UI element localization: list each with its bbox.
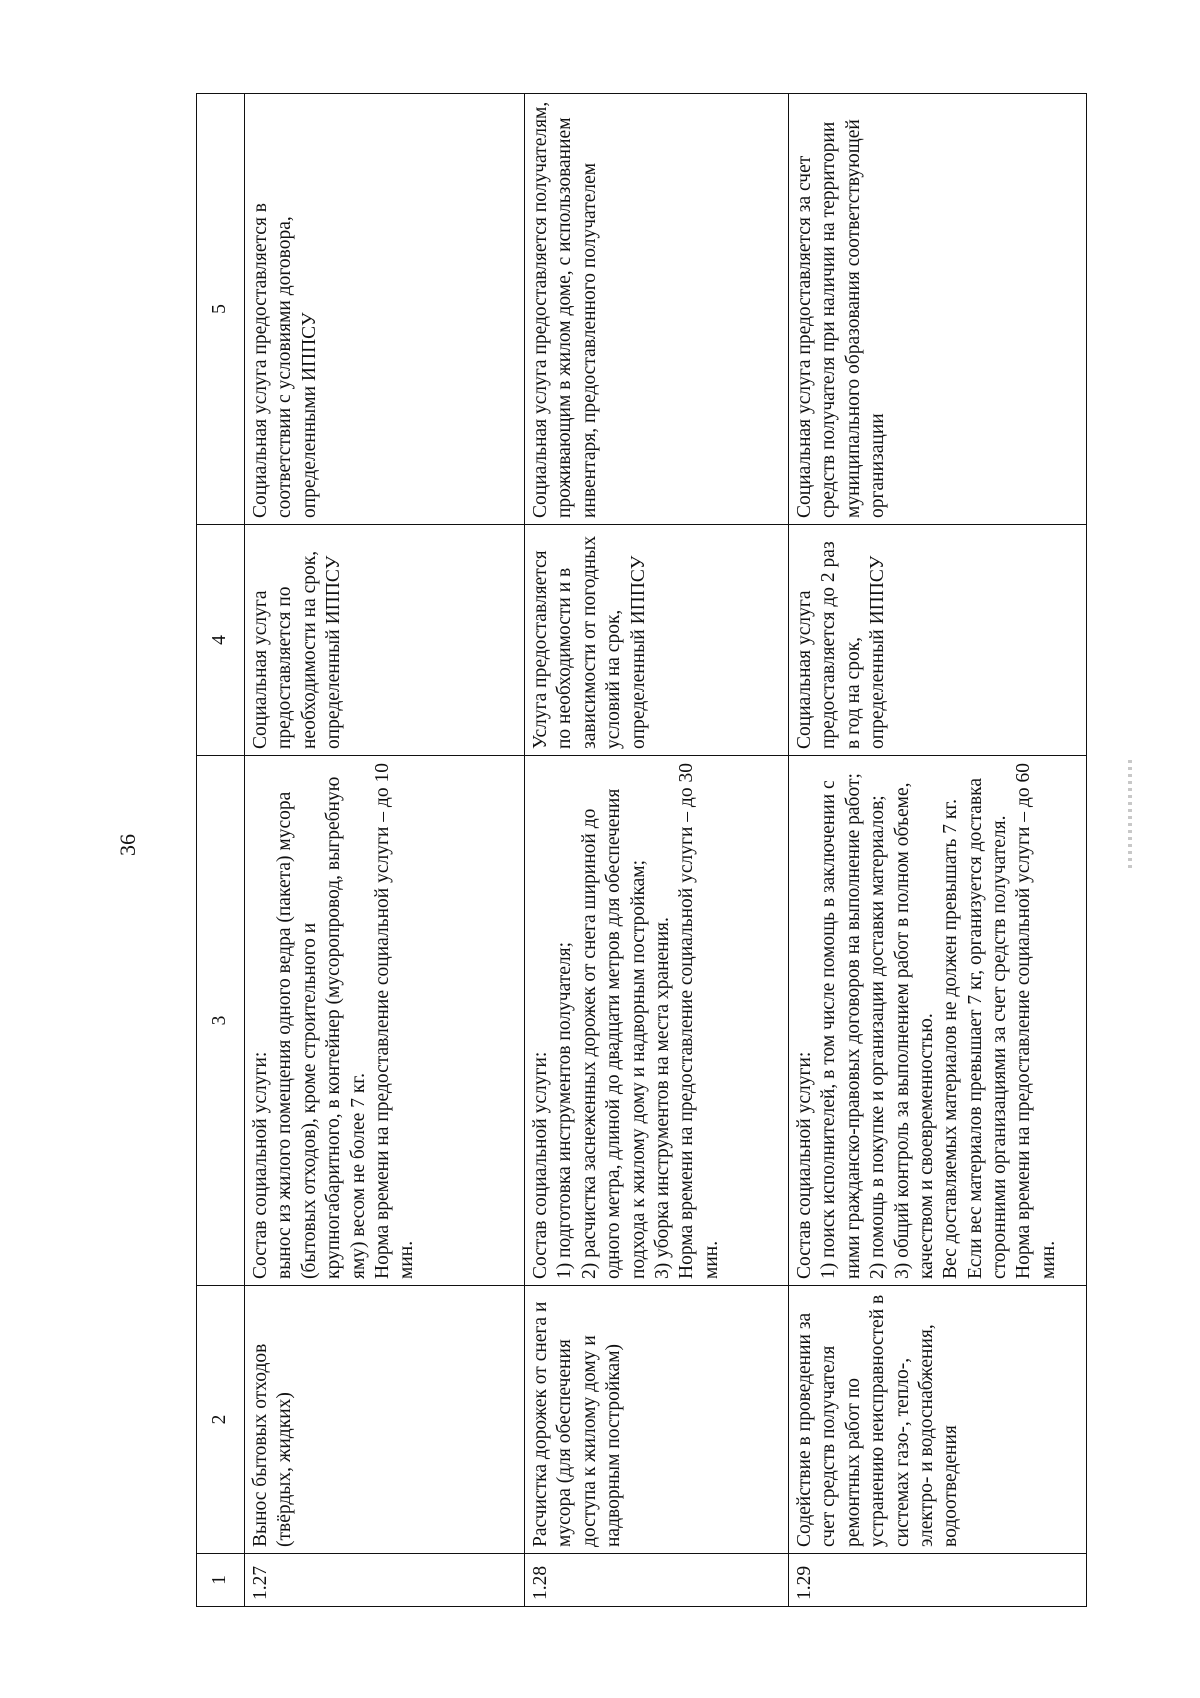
- service-conditions: Социальная услуга предоставляется получателям, проживающим в жилом доме, с использованием инвентаря, предоставленного получателем: [525, 94, 789, 525]
- scan-artifact: [1128, 760, 1132, 870]
- content-line: 1) подготовка инструментов получателя;: [554, 941, 576, 1279]
- content-line: Норма времени на предоставление социальной услуги – до 10 мин.: [371, 763, 418, 1279]
- content-line: 3) уборка инструментов на места хранения.: [651, 917, 673, 1279]
- content-line: 2) расчистка заснеженных дорожек от снега шириной до одного метра, длиной до двадцати метров для обеспечения подхода к жилому дому и надворным постройкам;: [578, 788, 649, 1279]
- service-name: Расчистка дорожек от снега и мусора (для обеспечения доступа к жилому дому и надворным постройкам): [525, 1286, 789, 1554]
- content-line: Если вес материалов превышает 7 кг, организуется доставка сторонними организациями за счет средств получателя.: [964, 778, 1010, 1279]
- content-line: Вес доставляемых материалов не должен превышать 7 кг.: [940, 798, 962, 1279]
- service-period: Социальная услуга предоставляется до 2 раз в год на срок, определенный ИППСУ: [789, 525, 1087, 756]
- service-conditions: Социальная услуга предоставляется в соответствии с условиями договора, определенными ИППСУ: [245, 94, 525, 525]
- content-line: 2) помощь в покупке и организации доставки материалов;: [867, 795, 889, 1279]
- service-name: Содействие в проведении за счет средств получателя ремонтных работ по устранению неисправностей в системах газо-, тепло-, электро- и водоснабжения, водоотведения: [789, 1286, 1087, 1554]
- content-line: 1) поиск исполнителей, в том числе помощь в заключении с ними гражданско-правовых договоров на выполнение работ;: [818, 773, 864, 1279]
- table-row: [789, 94, 1087, 1607]
- header-col-5: 5: [197, 94, 245, 525]
- rotated-table-wrapper: [196, 94, 1086, 1607]
- services-table: [196, 93, 1087, 1607]
- header-col-1: 1: [197, 1554, 245, 1607]
- content-line: вынос из жилого помещения одного ведра (пакета) мусора (бытовых отходов), кроме строительного и крупногабаритного, в контейнер (мусоропровод, выгребную яму) весом не более 7 кг.: [274, 776, 369, 1279]
- row-number: 1.27: [245, 1554, 525, 1607]
- content-line: 3) общий контроль за выполнением работ в полном объеме, качеством и своевременностью.: [891, 782, 937, 1279]
- service-period: Социальная услуга предоставляется по необходимости на срок, определенный ИППСУ: [245, 525, 525, 756]
- content-line: Норма времени на предоставление социальной услуги – до 30 мин.: [676, 763, 722, 1279]
- page-number: 36: [115, 834, 140, 856]
- table-header-row: [197, 94, 245, 1607]
- service-name: Вынос бытовых отходов (твёрдых, жидких): [245, 1286, 525, 1554]
- service-content: [245, 756, 525, 1286]
- header-col-3: 3: [197, 756, 245, 1286]
- service-period: Услуга предоставляется по необходимости и в зависимости от погодных условий на срок, определенный ИППСУ: [525, 525, 789, 756]
- service-content: [525, 756, 789, 1286]
- table-row: [245, 94, 525, 1607]
- header-col-4: 4: [197, 525, 245, 756]
- table-row: [525, 94, 789, 1607]
- content-line: Норма времени на предоставление социальной услуги – до 60 мин.: [1013, 763, 1059, 1279]
- row-number: 1.28: [525, 1554, 789, 1607]
- row-number: 1.29: [789, 1554, 1087, 1607]
- content-line: Состав социальной услуги:: [794, 1051, 815, 1279]
- service-content: [789, 756, 1087, 1286]
- content-line: Состав социальной услуги:: [250, 1051, 271, 1279]
- header-col-2: 2: [197, 1286, 245, 1554]
- content-line: Состав социальной услуги:: [530, 1051, 551, 1279]
- service-conditions: Социальная услуга предоставляется за счет средств получателя при наличии на территории муниципального образования соответствующей организации: [789, 94, 1087, 525]
